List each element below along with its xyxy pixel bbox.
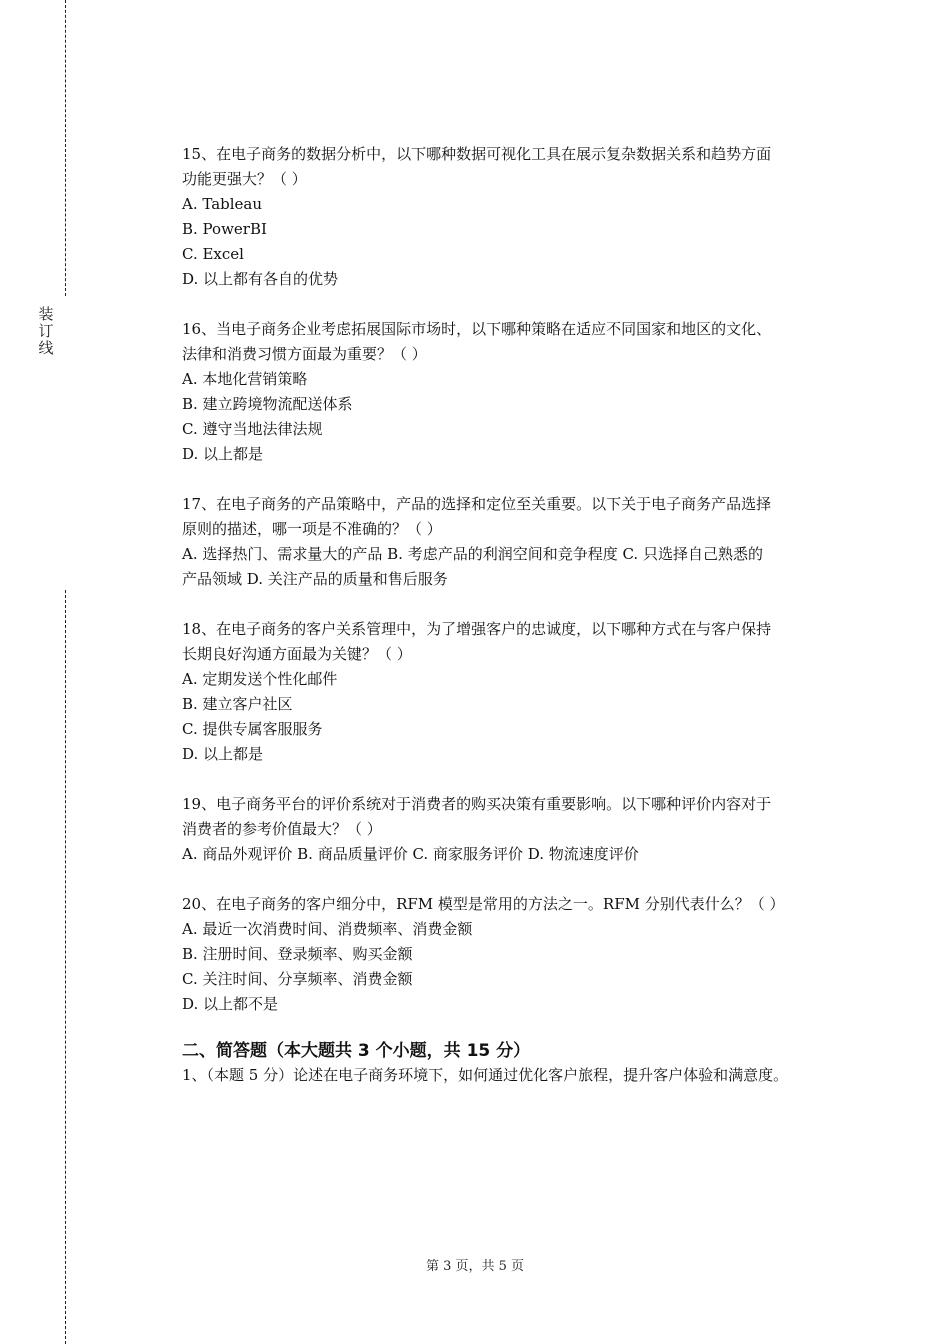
binding-dashed-line-top [65,0,66,296]
question-text: 16、当电子商务企业考虑拓展国际市场时，以下哪种策略在适应不同国家和地区的文化、 [182,320,772,338]
option-a: A. 定期发送个性化邮件 [182,670,338,688]
question-18 [182,617,862,767]
option-c: C. 提供专属客服服务 [182,720,323,738]
binding-dashed-line-bottom [65,590,66,1344]
option-d: D. 以上都是 [182,445,264,463]
options-line: A. 商品外观评价 B. 商品质量评价 C. 商家服务评价 D. 物流速度评价 [182,845,639,863]
question-text: 18、在电子商务的客户关系管理中，为了增强客户的忠诚度，以下哪种方式在与客户保持 [182,620,772,638]
option-d: D. 以上都有各自的优势 [182,270,339,288]
option-b: B. PowerBI [182,220,267,238]
question-text: 法律和消费习惯方面最为重要？（ ） [182,345,427,363]
question-text: 消费者的参考价值最大？（ ） [182,820,382,838]
binding-label-char: 装 [38,305,54,323]
question-19 [182,792,862,867]
question-text: 原则的描述，哪一项是不准确的？（ ） [182,520,442,538]
question-16 [182,317,862,467]
section-title-short-answer: 二、简答题（本大题共 3 个小题，共 15 分） [182,1041,531,1061]
option-c: C. Excel [182,245,244,263]
question-text: 17、在电子商务的产品策略中，产品的选择和定位至关重要。以下关于电子商务产品选择 [182,495,772,513]
page-footer: 第 3 页，共 5 页 [425,1259,525,1274]
option-c: C. 遵守当地法律法规 [182,420,323,438]
option-c: C. 关注时间、分享频率、消费金额 [182,970,413,988]
option-a: A. 本地化营销策略 [182,370,308,388]
option-b: B. 建立客户社区 [182,695,293,713]
short-answer-question-1: 1、（本题 5 分）论述在电子商务环境下，如何通过优化客户旅程，提升客户体验和满意度。 [182,1066,789,1084]
question-17 [182,492,862,592]
exam-content [182,142,862,1088]
question-text: 19、电子商务平台的评价系统对于消费者的购买决策有重要影响。以下哪种评价内容对于 [182,795,772,813]
binding-label-char: 订 [38,322,54,340]
option-a: A. Tableau [182,195,263,213]
question-20 [182,892,862,1017]
options-line: 产品领域 D. 关注产品的质量和售后服务 [182,570,448,588]
options-line: A. 选择热门、需求量大的产品 B. 考虑产品的利润空间和竞争程度 C. 只选择自己熟悉的 [182,545,763,563]
option-d: D. 以上都不是 [182,995,279,1013]
question-15 [182,142,862,292]
question-text: 功能更强大？（ ） [182,170,307,188]
option-a: A. 最近一次消费时间、消费频率、消费金额 [182,920,473,938]
binding-label [36,306,56,357]
option-b: B. 建立跨境物流配送体系 [182,395,353,413]
option-b: B. 注册时间、登录频率、购买金额 [182,945,413,963]
question-text: 20、在电子商务的客户细分中，RFM 模型是常用的方法之一。RFM 分别代表什么？（ ） [182,895,785,913]
binding-label-char: 线 [38,339,54,357]
question-text: 15、在电子商务的数据分析中，以下哪种数据可视化工具在展示复杂数据关系和趋势方面 [182,145,772,163]
option-d: D. 以上都是 [182,745,264,763]
question-text: 长期良好沟通方面最为关键？（ ） [182,645,412,663]
